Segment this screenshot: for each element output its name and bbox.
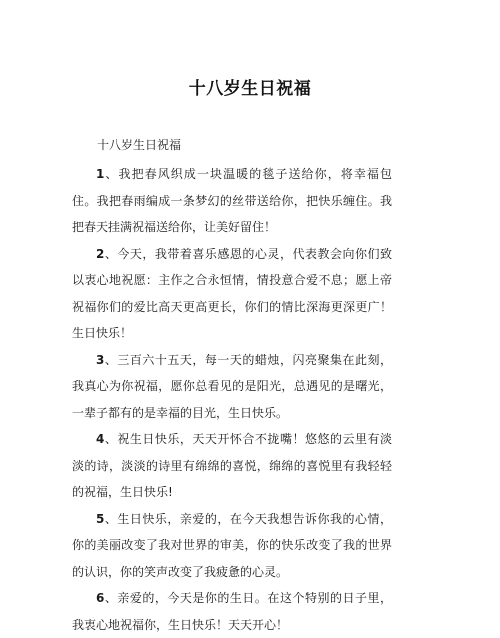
paragraph-text: 、亲爱的，今天是你的生日。在这个特别的日子里，我衷心地祝福你，生日快乐！天天开心！: [72, 591, 392, 632]
paragraph-number: 3: [96, 352, 105, 367]
paragraph-2: [72, 241, 392, 347]
paragraph-number: 1: [96, 167, 105, 181]
paragraph-text: 、生日快乐，亲爱的，在今天我想告诉你我的心情，你的美丽改变了我对世界的审美，你的快乐改变了我的世界的认识，你的笑声改变了我疲惫的心灵。: [72, 511, 392, 579]
paragraph-text: 、我把春风织成一块温暖的毯子送给你，将幸福包住。我把春雨编成一条梦幻的丝带送给你，把快乐缠住。我把春天挂满祝福送给你，让美好留住！: [72, 167, 392, 234]
paragraph-number: 5: [96, 511, 105, 526]
paragraph-text: 、今天，我带着喜乐感恩的心灵，代表教会向你们致以衷心地祝愿：主作之合永恒情，情投意合爱不息；愿上帝祝福你们的爱比高天更高更长，你们的情比深海更深更广！生日快乐！: [72, 246, 392, 340]
paragraph-1: [72, 161, 392, 241]
paragraph-4: [72, 426, 392, 506]
paragraph-text: 、三百六十五天，每一天的蜡烛，闪亮聚集在此刻，我真心为你祝福，愿你总看见的是阳光，总遇见的是曙光，一辈子都有的是幸福的目光，生日快乐。: [72, 352, 392, 420]
paragraph-3: [72, 347, 392, 427]
paragraph-text: 、祝生日快乐，天天开怀合不拢嘴！悠悠的云里有淡淡的诗，淡淡的诗里有绵绵的喜悦，绵绵的喜悦里有我轻轻的祝福，生日快乐!: [72, 432, 392, 499]
paragraph-number: 4: [96, 432, 105, 446]
paragraph-number: 6: [96, 591, 105, 605]
document-subtitle: 十八岁生日祝福: [97, 138, 182, 152]
paragraph-number: 2: [96, 246, 105, 261]
document-title: 十八岁生日祝福: [188, 79, 312, 99]
paragraph-6: [72, 585, 392, 638]
document-body: [72, 161, 392, 638]
paragraph-5: [72, 506, 392, 586]
